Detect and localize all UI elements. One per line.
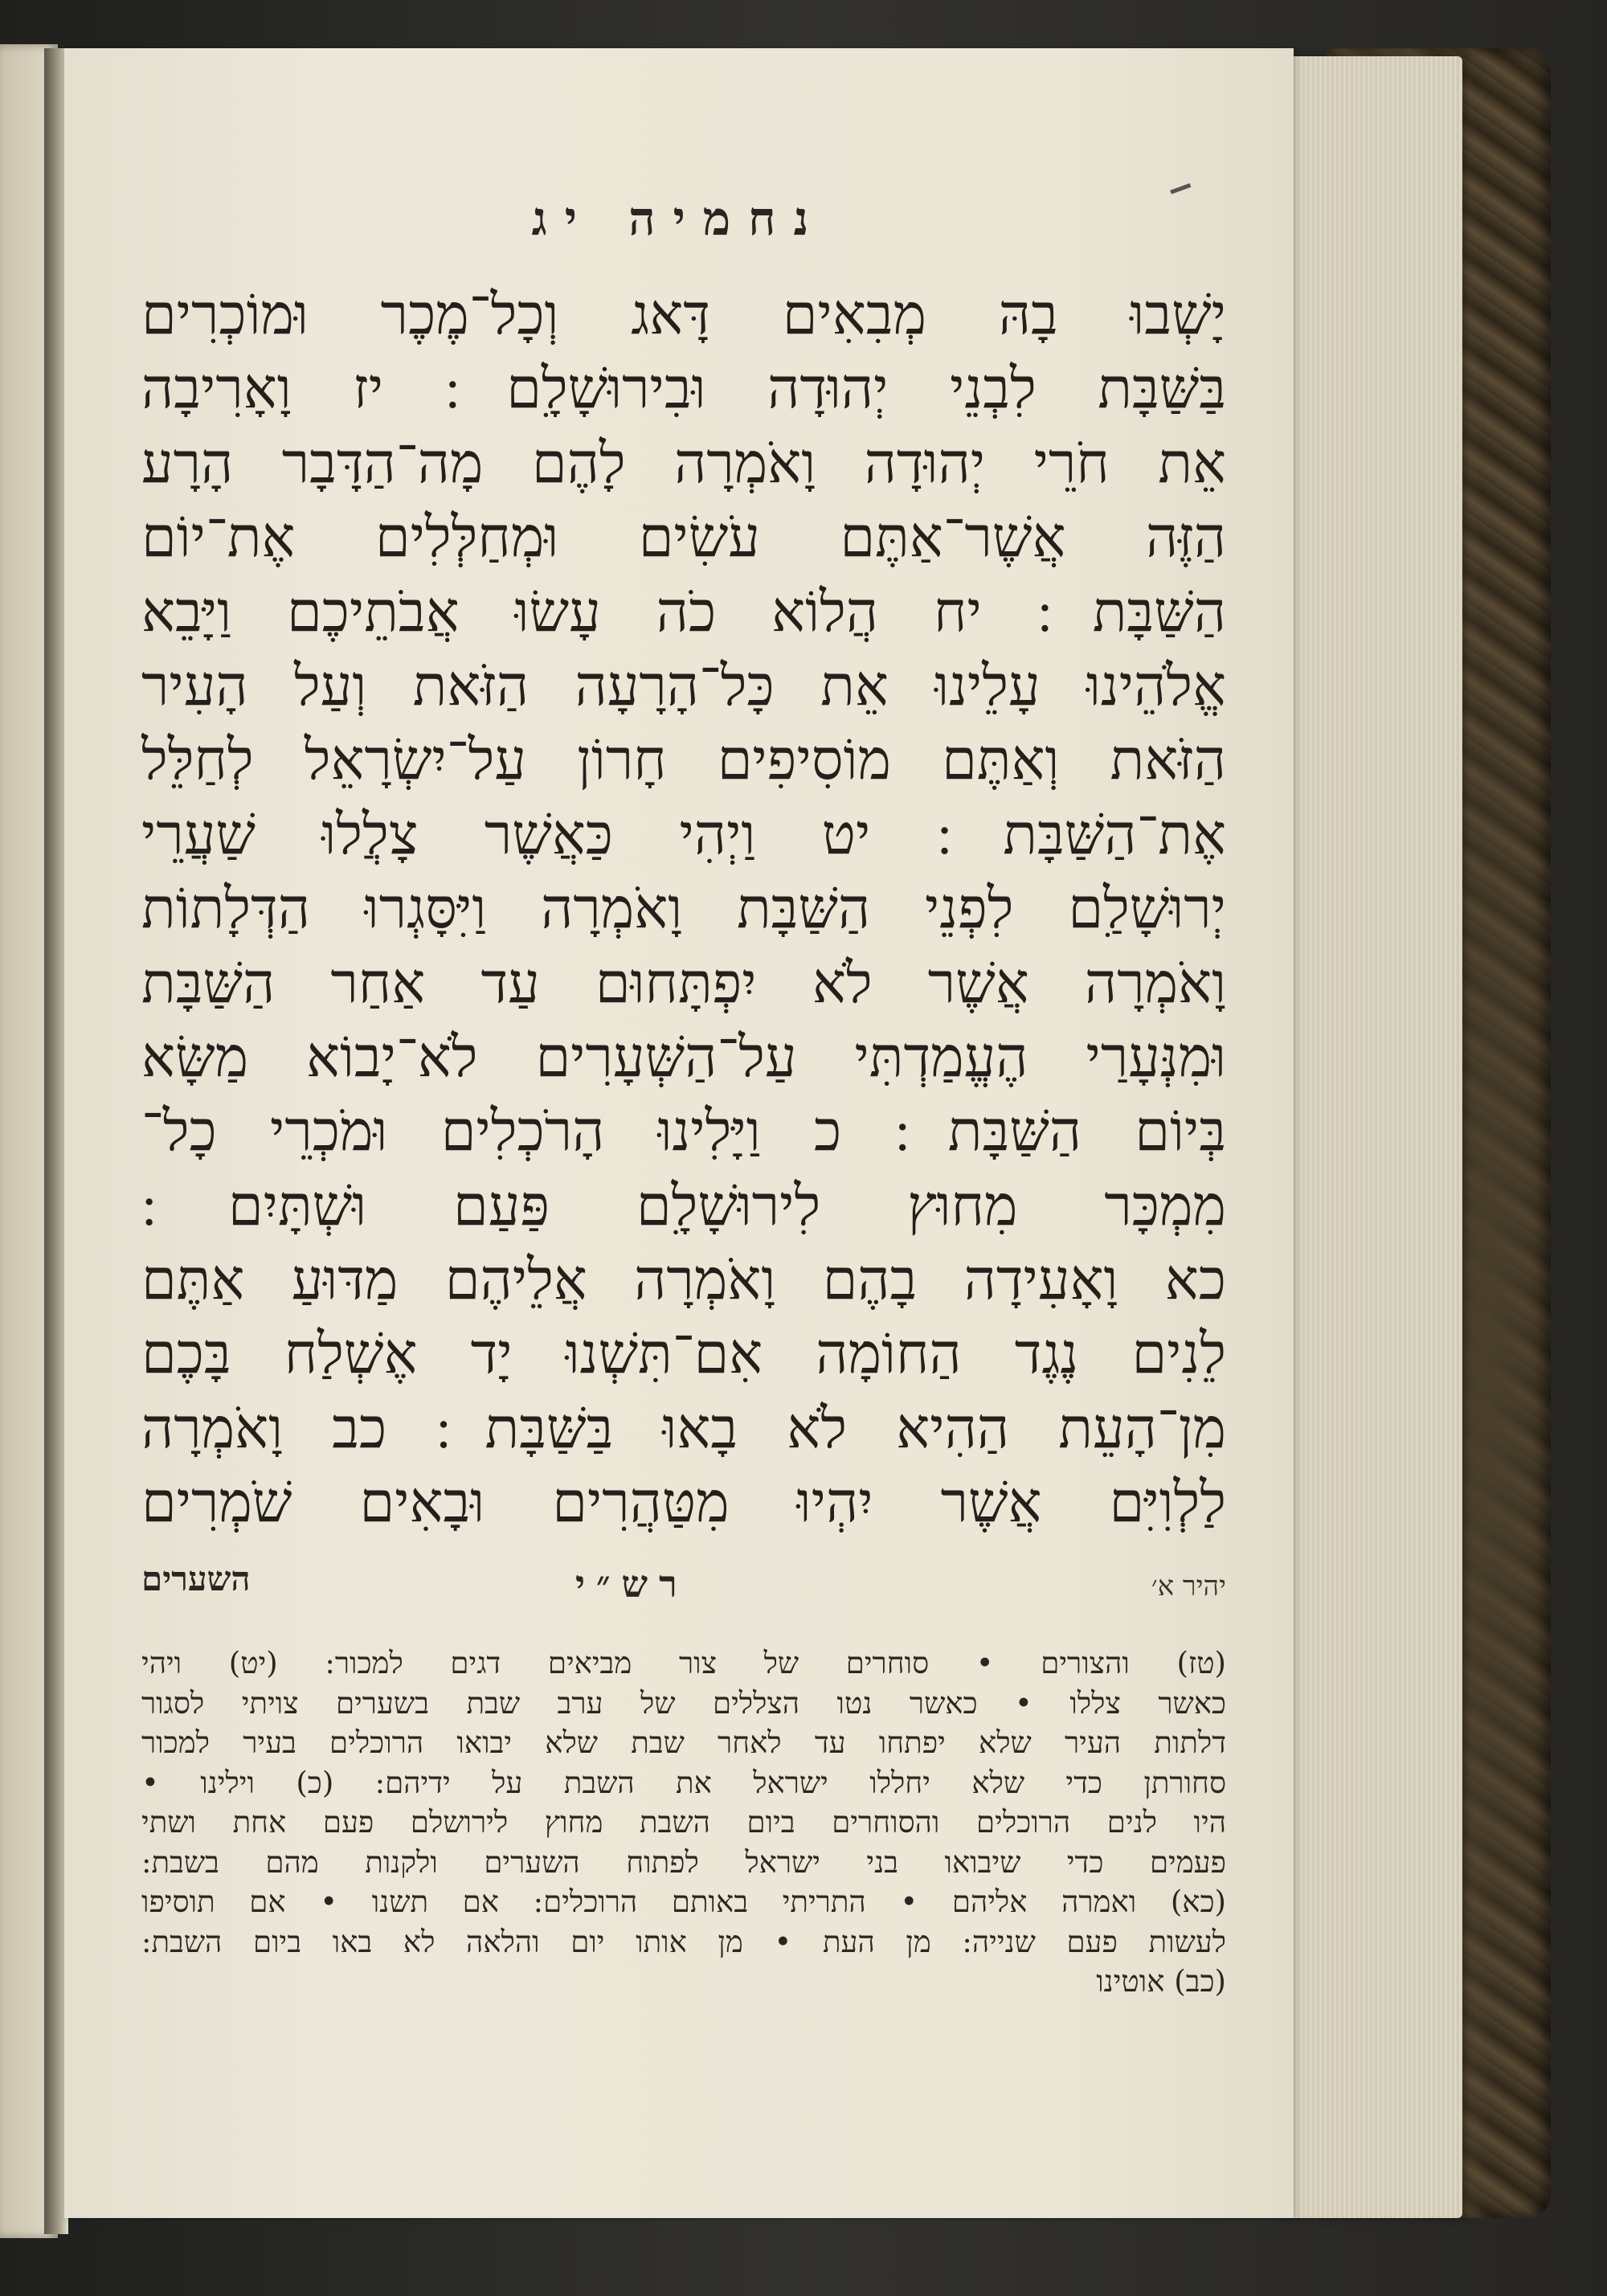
text-line: הַזֶּה אֲשֶׁר־אַתֶּם עֹשִׂים וּמְחַלְּלִים אֶת־יוֹם [141, 504, 1226, 571]
text-line: הַזֹּאת וְאַתֶּם מוֹסִיפִים חָרוֹן עַל־יִשְׂרָאֵל לְחַלֵּל [141, 726, 1226, 793]
commentary-line: לעשות פעם שנייה: מן העת • מן אותו יום והלאה לא באו ביום השבת: [141, 1924, 1226, 1959]
text-line: בְּיוֹם הַשַּׁבָּת ׃ כ וַיָּלִינוּ הָרֹכְלִים וּמֹכְרֵי כָל־ [141, 1098, 1226, 1164]
text-line: יְרוּשָׁלִַם לִפְנֵי הַשַּׁבָּת וָאֹמְרָה וַיִּסָּגְרוּ הַדְּלָתוֹת [141, 875, 1226, 942]
signature-mark: יהיר א׳ [1151, 1570, 1226, 1602]
commentary-line: (כא) ואמרה אליהם • התריתי באותם הרוכלים: אם תשנו • אם תוסיפו [141, 1885, 1226, 1919]
commentary-line: סחורתן כדי שלא יחללו ישראל את השבת על ידיהם: (כ) וילינו • [141, 1765, 1226, 1800]
page-block-edge [1278, 56, 1462, 2218]
text-line: וּמִנְּעָרַי הֶעֱמַדְתִּי עַל־הַשְּׁעָרִים לֹא־יָבוֹא מַשָּׂא [141, 1023, 1226, 1090]
text-line: יָשְׁבוּ בָהּ מְבִאִים דָּאג וְכָל־מֶכֶר וּמוֹכְרִים [141, 281, 1226, 347]
commentary-line: היו לנים הרוכלים והסוחרים ביום השבת מחוץ לירושלם פעם אחת ושתי [141, 1805, 1226, 1840]
text-line: אֵת חֹרֵי יְהוּדָה וָאֹמְרָה לָהֶם מָה־הַדָּבָר הָרָע [141, 429, 1226, 496]
text-line: אֶת־הַשַּׁבָּת ׃ יט וַיְהִי כַּאֲשֶׁר צָלֲלוּ שַׁעֲרֵי [141, 800, 1226, 867]
text-line: בַּשַּׁבָּת לִבְנֵי יְהוּדָה וּבִירוּשָׁלִָם ׃ יז וָאָרִיבָה [141, 355, 1226, 422]
text-line: מִן־הָעֵת הַהִיא לֹא בָאוּ בַּשַּׁבָּת ׃ כב וָאֹמְרָה [141, 1394, 1226, 1461]
text-line: כא וָאָעִידָה בָהֶם וָאֹמְרָה אֲלֵיהֶם מַדּוּעַ אַתֶּם [141, 1246, 1226, 1313]
main-text-block [141, 277, 1226, 1540]
page-header: נחמיה יג [531, 191, 827, 246]
text-line: לַלְוִיִּם אֲשֶׁר יִהְיוּ מִטַּהֲרִים וּבָאִים שֹׁמְרִים [141, 1469, 1226, 1536]
commentary-line: דלתות העיר שלא יפתחו עד לאחר שבת שלא יבואו הרוכלים בעיר למכור [141, 1725, 1226, 1760]
commentary-line: כאשר צללו • כאשר נטו הצללים של ערב שבת בשערים צויתי לסגור [141, 1685, 1226, 1721]
commentary-block [141, 1643, 1226, 2002]
text-line: וָאֹמְרָה אֲשֶׁר לֹא יִפְתָּחוּם עַד אַחַר הַשַּׁבָּת [141, 949, 1226, 1016]
commentary-line: (טז) והצורים • סוחרים של צור מביאים דגים למכור: (יט) ויהי [141, 1646, 1226, 1680]
text-line: אֱלֹהֵינוּ עָלֵינוּ אֵת כָּל־הָרָעָה הַזֹּאת וְעַל הָעִיר [141, 652, 1226, 718]
book-page [64, 48, 1294, 2218]
footer-row [141, 1559, 1226, 1615]
text-line: הַשַּׁבָּת ׃ יח הֲלוֹא כֹה עָשׂוּ אֲבֹתֵיכֶם וַיָּבֵא [141, 578, 1226, 645]
text-line: מִמְכָּר מִחוּץ לִירוּשָׁלִָם פַּעַם וּשְׁתָּיִם ׃ [141, 1172, 1226, 1238]
catchword: השערים [141, 1559, 251, 1598]
commentary-line: פעמים כדי שיבואו בני ישראל לפתוח השערים ולקנות מהם בשבת: [141, 1844, 1226, 1880]
commentary-title: רש״י [575, 1562, 689, 1606]
text-line: לֵנִים נֶגֶד הַחוֹמָה אִם־תִּשְׁנוּ יָד אֶשְׁלַח בָּכֶם [141, 1320, 1226, 1387]
commentary-catchword: (כב) אוטינו [1096, 1964, 1226, 1999]
